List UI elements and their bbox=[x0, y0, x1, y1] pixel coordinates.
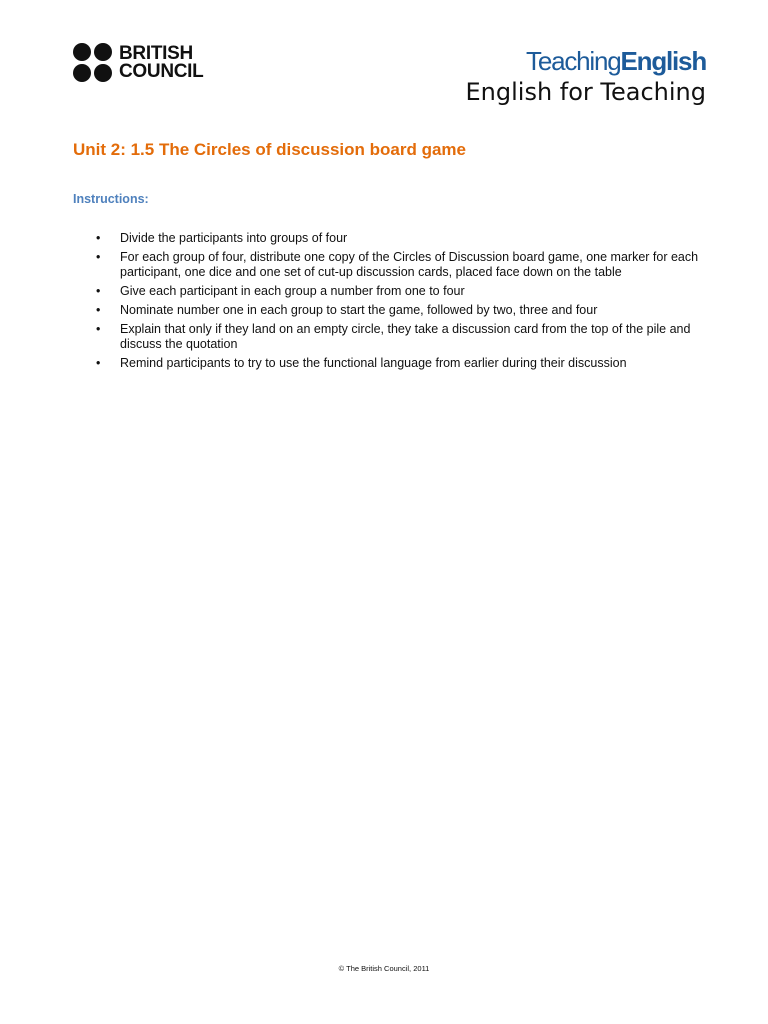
bullet-icon: • bbox=[96, 284, 101, 298]
instructions-heading: Instructions: bbox=[73, 192, 149, 206]
list-item bbox=[96, 303, 716, 318]
list-item bbox=[96, 356, 716, 371]
brand-subtitle: English for Teaching bbox=[465, 78, 706, 106]
logo-dots-icon bbox=[73, 43, 112, 82]
brand-wordmark bbox=[466, 46, 707, 76]
list-item bbox=[96, 231, 716, 246]
list-item bbox=[96, 284, 716, 299]
logo-text bbox=[119, 42, 204, 82]
list-item-text: Give each participant in each group a number from one to four bbox=[120, 284, 465, 298]
logo-line-2: COUNCIL bbox=[119, 60, 204, 82]
list-item-text: Remind participants to try to use the functional language from earlier during their discussion bbox=[120, 356, 627, 370]
instructions-list bbox=[96, 231, 716, 375]
bullet-icon: • bbox=[96, 322, 101, 336]
bullet-icon: • bbox=[96, 231, 101, 245]
copyright-footer: © The British Council, 2011 bbox=[338, 964, 430, 973]
british-council-logo bbox=[73, 43, 203, 82]
list-item-text: Explain that only if they land on an empty circle, they take a discussion card from the top of the pile and discuss the quotation bbox=[120, 322, 691, 351]
brand-english: English bbox=[620, 46, 706, 76]
document-title: Unit 2: 1.5 The Circles of discussion board game bbox=[73, 140, 466, 159]
teaching-english-brand bbox=[466, 46, 707, 107]
list-item-text: Nominate number one in each group to start the game, followed by two, three and four bbox=[120, 303, 598, 317]
list-item-text: Divide the participants into groups of four bbox=[120, 231, 348, 245]
list-item bbox=[96, 322, 716, 352]
logo-line-1: BRITISH bbox=[119, 42, 193, 64]
bullet-icon: • bbox=[96, 250, 101, 264]
list-item bbox=[96, 250, 716, 280]
list-item-text: For each group of four, distribute one copy of the Circles of Discussion board game, one marker for each participant, one dice and one set of cut-up discussion cards, placed face down on the table bbox=[120, 250, 699, 279]
brand-teaching: Teaching bbox=[526, 46, 621, 76]
bullet-icon: • bbox=[96, 303, 101, 317]
bullet-icon: • bbox=[96, 356, 101, 370]
